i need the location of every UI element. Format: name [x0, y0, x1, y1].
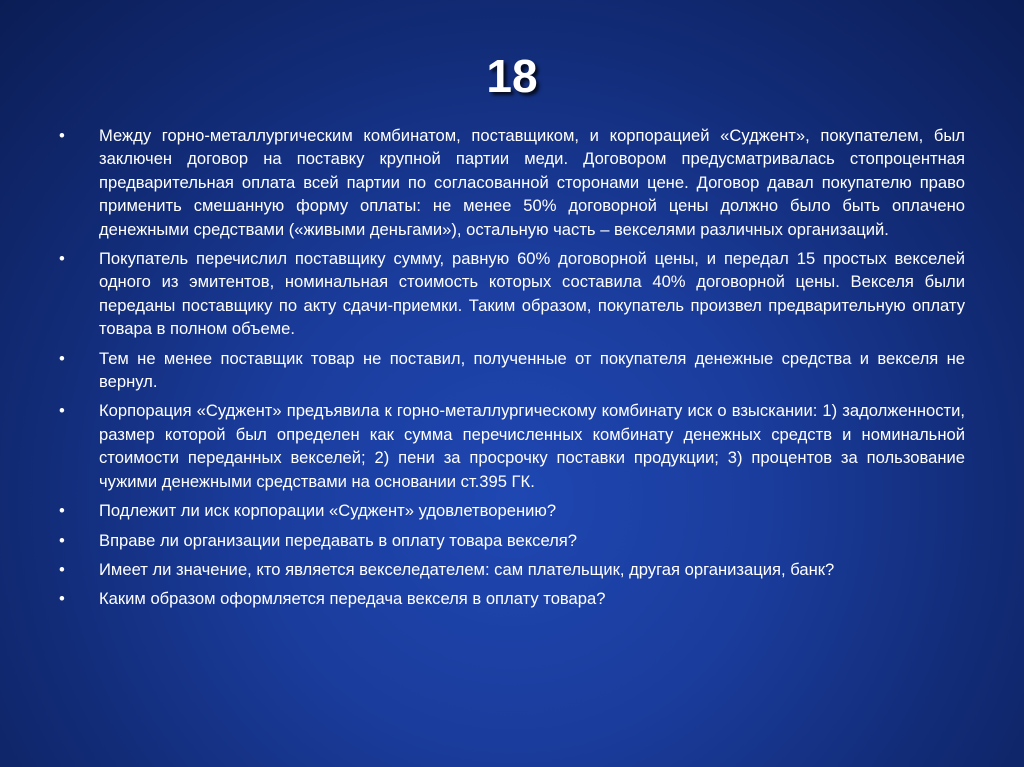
bullet-icon: •	[59, 348, 65, 368]
bullet-item	[59, 124, 965, 241]
bullet-icon: •	[59, 501, 65, 521]
bullet-item	[59, 399, 965, 493]
bullet-text: Имеет ли значение, кто является векселедателем: сам плательщик, другая организация, банк?	[99, 559, 835, 579]
bullet-item	[59, 347, 965, 394]
bullet-item	[59, 529, 965, 552]
bullet-list	[59, 124, 965, 617]
bullet-icon: •	[59, 530, 65, 550]
bullet-text: Вправе ли организации передавать в оплату товара векселя?	[99, 530, 578, 550]
bullet-text: Покупатель перечислил поставщику сумму, равную 60% договорной цены, и передал 15 простых векселей одного из эмитентов, номинальная стоимость которых составила 40% договорной цены. Векселя были переданы поставщику по акту сдачи-приемки. Таким образом, покупатель произвел предварительную оплату товара в полном объеме.	[99, 249, 965, 339]
bullet-text: Каким образом оформляется передача векселя в оплату товара?	[99, 589, 606, 609]
bullet-icon: •	[59, 559, 65, 579]
bullet-icon: •	[59, 589, 65, 609]
bullet-text: Тем не менее поставщик товар не поставил, полученные от покупателя денежные средства и векселя не вернул.	[99, 348, 965, 392]
bullet-item	[59, 499, 965, 522]
slide-title: 18	[486, 50, 538, 102]
bullet-text: Между горно-металлургическим комбинатом, поставщиком, и корпорацией «Суджент», покупателем, был заключен договор на поставку крупной партии меди. Договором предусматривалась стопроцентная предварительная оплата всей партии по согласованной сторонами цене. Договор давал покупателю право применить смешанную форму оплаты: не менее 50% договорной цены должно было быть оплачено денежными средствами («живыми деньгами»), остальную часть – векселями различных организаций.	[99, 126, 965, 239]
bullet-item	[59, 247, 965, 341]
bullet-icon: •	[59, 126, 65, 145]
bullet-item	[59, 587, 965, 610]
bullet-item	[59, 558, 965, 581]
bullet-text: Подлежит ли иск корпорации «Суджент» удовлетворению?	[99, 501, 557, 521]
bullet-icon: •	[59, 401, 65, 421]
bullet-icon: •	[59, 249, 65, 269]
bullet-text: Корпорация «Суджент» предъявила к горно-металлургическому комбинату иск о взыскании: 1) задолженности, размер которой был определен как сумма перечисленных комбинату денежных средств и номинальной стоимости переданных векселей; 2) пени за просрочку поставки продукции; 3) процентов за пользование чужими денежными средствами на основании ст.395 ГК.	[99, 401, 965, 491]
